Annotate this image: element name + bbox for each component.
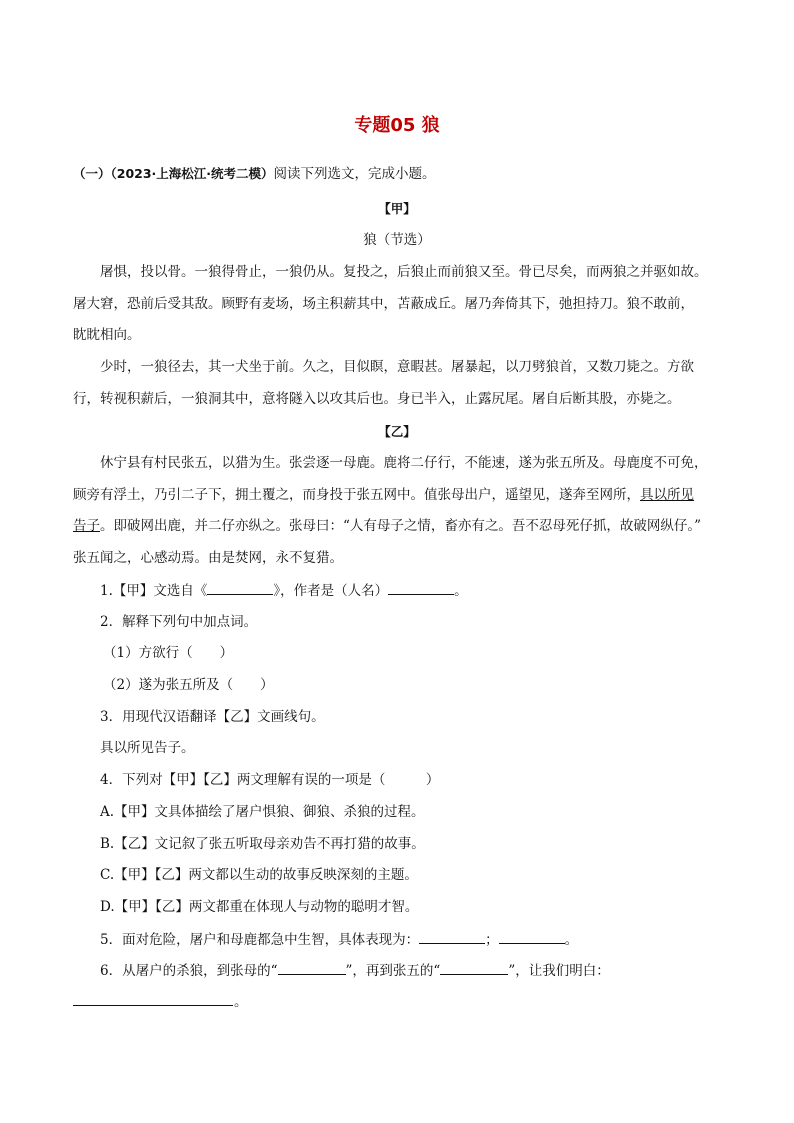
answer-blank[interactable] [207,580,273,595]
answer-blank[interactable] [440,960,508,975]
passage-yi-text: 。即破网出鹿，并二仔亦纵之。张母曰：“人有母子之情，畜亦有之。吾不忍母死仔抓，故破网纵仔。” [100,518,702,534]
passage-jia-label: 【甲】 [378,201,416,216]
passage-yi-text: 顾旁有浮土，乃引二子下，拥土覆之，而身投于张五网中。值张母出户，遥望见，遂奔至网所， [73,487,640,503]
question-2-item-1: （1）方欲行（ ） [103,645,234,661]
question-4: 4．下列对【甲】【乙】两文理解有误的一项是（ ） [100,772,440,788]
page-title: 专题05 狼 [354,115,440,136]
question-text: 6．从屠户的杀狼，到张母的“ [100,963,278,979]
answer-blank[interactable] [278,960,346,975]
answer-blank[interactable] [388,580,454,595]
answer-blank[interactable] [73,1005,233,1006]
question-4-option-d: D.【甲】【乙】两文都重在体现人与动物的聪明才智。 [100,899,419,915]
passage-yi-line: 休宁县有村民张五，以猎为生。张尝逐一母鹿。鹿将二仔行，不能速，遂为张五所及。母鹿度不可免， [100,455,708,471]
question-6-end: 。 [234,994,248,1010]
passage-yi-line [73,485,713,505]
passage-jia-subtitle: 狼（节选） [363,232,431,248]
question-text: 。 [564,932,579,948]
underlined-sentence: 具以所见 [640,487,694,503]
passage-yi-line [73,516,713,536]
question-text: 1.【甲】文选自《 [100,583,208,599]
question-4-option-c: C.【甲】【乙】两文都以生动的故事反映深刻的主题。 [100,867,418,883]
question-4-option-b: B.【乙】文记叙了张五听取母亲劝告不再打猎的故事。 [100,836,425,852]
answer-blank[interactable] [499,929,565,944]
passage-jia-line: 屠惧，投以骨。一狼得骨止，一狼仍从。复投之，后狼止而前狼又至。骨已尽矣，而两狼之并驱如故。 [100,264,708,280]
passage-jia-line: 行，转视积薪后，一狼洞其中，意将隧入以攻其后也。身已半入，止露尻尾。屠自后断其股，亦毙之。 [73,391,681,407]
passage-jia-line: 眈眈相向。 [73,327,141,343]
question-text: ”，让我们明白： [508,963,610,979]
question-2-item-2: （2）遂为张五所及（ ） [103,677,274,693]
question-2: 2．解释下列句中加点词。 [100,614,258,630]
question-3-sentence: 具以所见告子。 [100,740,195,756]
question-text: 。 [454,583,468,599]
answer-blank[interactable] [419,929,485,944]
instruction-text: 阅读下列选文，完成小题。 [273,166,436,182]
question-6 [100,960,740,981]
question-3: 3．用现代汉语翻译【乙】文画线句。 [100,709,325,725]
underlined-sentence: 告子 [73,518,100,534]
question-text: 5．面对危险，屠户和母鹿都急中生智，具体表现为： [100,932,420,948]
passage-yi-line: 张五闻之，心感动焉。由是焚网，永不复猎。 [73,550,343,566]
passage-yi-label: 【乙】 [378,424,416,439]
intro-line [73,164,713,184]
question-source: （一）（2023·上海松江·统考二模） [73,166,274,181]
passage-jia-line: 屠大窘，恐前后受其敌。顾野有麦场，场主积薪其中，苫蔽成丘。屠乃奔倚其下，弛担持刀。狼不敢前， [73,296,694,312]
question-text: 》，作者是（人名） [273,583,389,599]
question-1 [100,580,740,601]
passage-jia-line: 少时，一狼径去，其一犬坐于前。久之，目似瞑，意暇甚。屠暴起，以刀劈狼首，又数刀毙之。方欲 [100,359,694,375]
question-5 [100,929,740,950]
question-text: ； [485,932,499,948]
question-4-option-a: A.【甲】文具体描绘了屠户惧狼、御狼、杀狼的过程。 [100,804,425,820]
question-text: ”，再到张五的“ [345,963,441,979]
